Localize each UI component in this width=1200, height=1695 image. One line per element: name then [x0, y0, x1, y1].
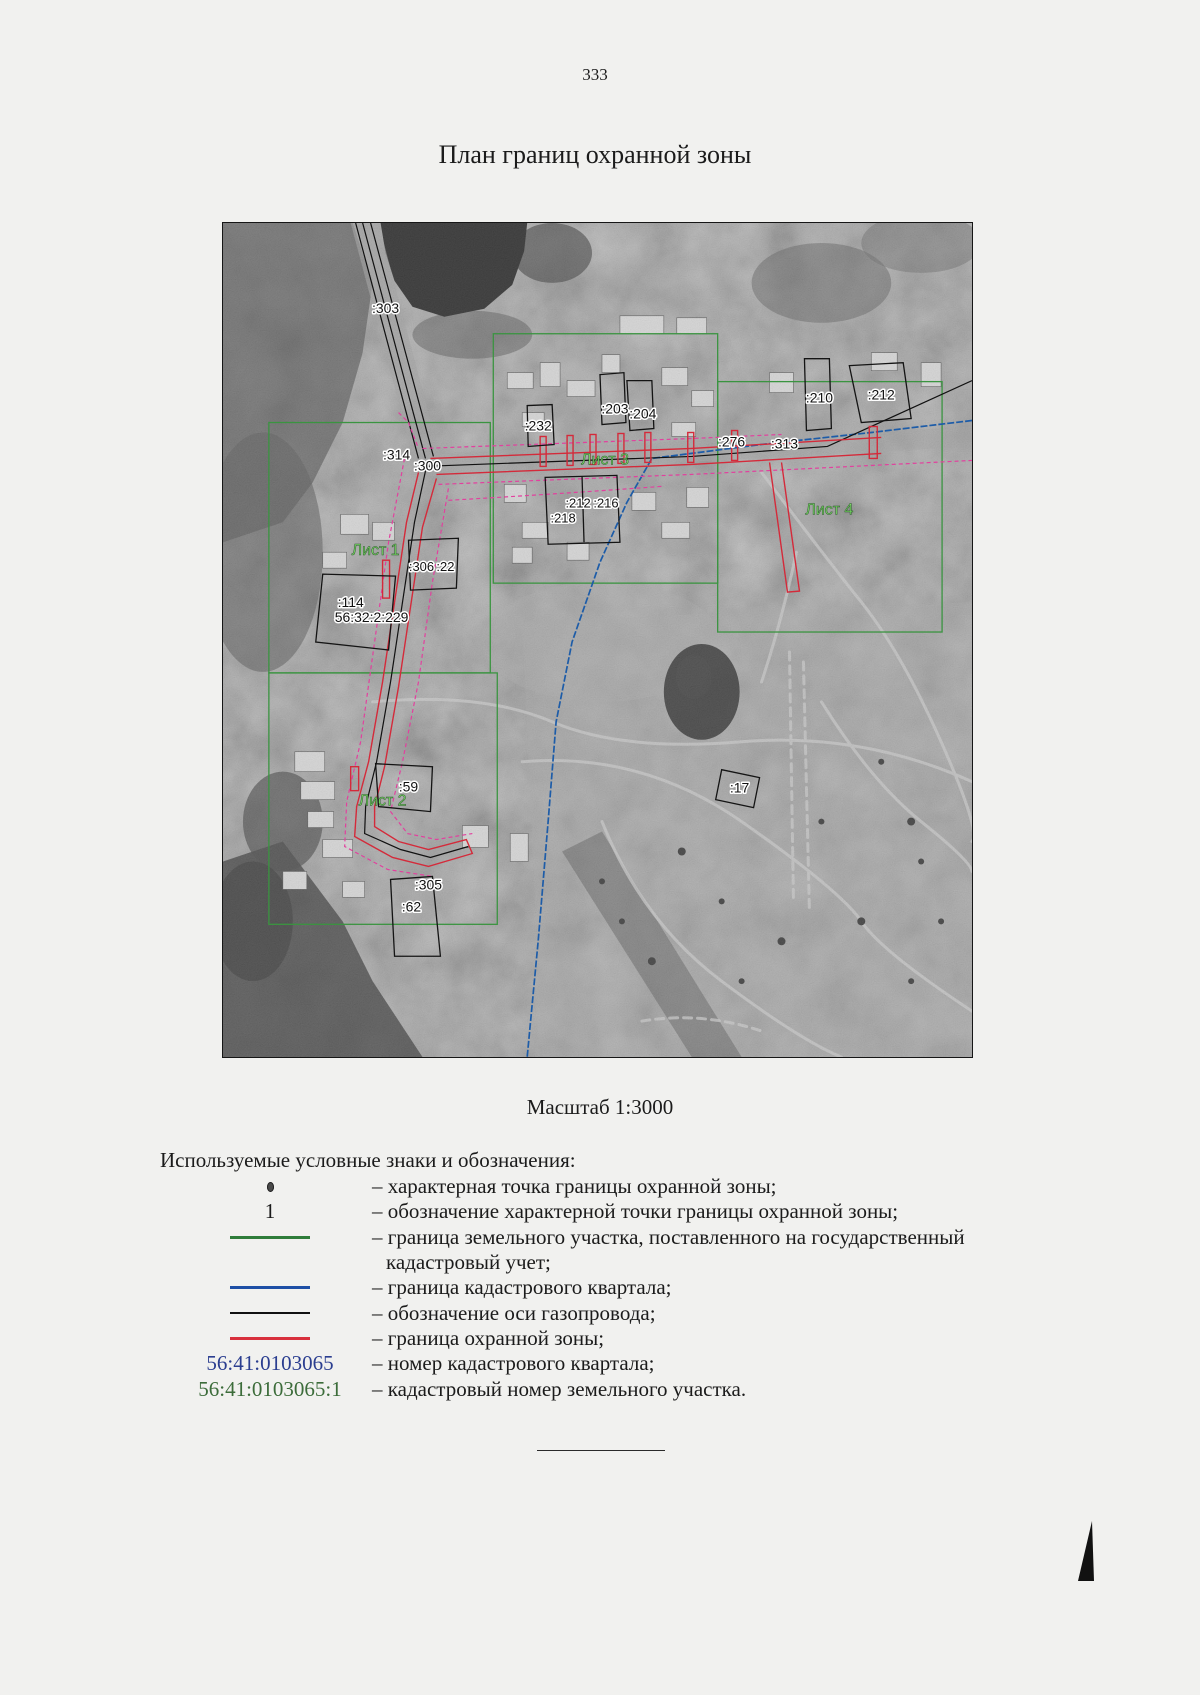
legend-description-continuation: кадастровый учет; [386, 1250, 551, 1275]
parcel-label: :210 [805, 389, 833, 406]
page-title: План границ охранной зоны [438, 140, 752, 169]
parcel-label: :212 [565, 495, 591, 511]
legend-description: – характерная точка границы охранной зоны; [372, 1174, 777, 1199]
legend-description: – граница земельного участка, поставленного на государственный [372, 1224, 965, 1249]
parcel-label: :204 [629, 405, 657, 422]
closing-rule [537, 1450, 665, 1451]
legend-heading: Используемые условные знаки и обозначения: [160, 1148, 576, 1172]
parcel-label: :212 [867, 386, 895, 403]
parcel-label: :313 [770, 435, 799, 452]
parcel-number-sample: 56:41:0103065:1 [198, 1376, 342, 1401]
legend-row [0, 1326, 1200, 1351]
page-number: 333 [582, 65, 608, 84]
legend-description: – кадастровый номер земельного участка. [372, 1376, 747, 1401]
legend-row [0, 1225, 1200, 1250]
legend-symbol [168, 1174, 372, 1199]
legend-row [0, 1174, 1200, 1199]
legend-description: – обозначение оси газопровода; [372, 1300, 656, 1325]
legend-symbol [168, 1301, 372, 1326]
legend-row [0, 1300, 1200, 1325]
sheet-label-2: Лист 2 [358, 792, 407, 810]
parcel-label: :203 [601, 400, 629, 417]
legend-description: – граница охранной зоны; [372, 1325, 605, 1350]
parcel-label: :303 [371, 299, 400, 316]
parcel-label: :305 [414, 876, 443, 893]
parcel-label: :114 [337, 594, 364, 611]
quarter-number-sample: 56:41:0103065 [206, 1351, 334, 1376]
protection-zone-swatch [230, 1337, 310, 1340]
scan-edge-mark [1068, 1515, 1100, 1587]
parcel-label: :62 [401, 898, 422, 915]
aerial-map-svg [223, 223, 972, 1057]
land-parcel-boundary-swatch [230, 1236, 310, 1239]
sheet-label-4: Лист 4 [805, 501, 854, 519]
boundary-point-dot-icon [267, 1182, 274, 1192]
scan-edge-mark-shape [1078, 1521, 1094, 1581]
parcel-label: :22 [436, 559, 455, 575]
legend-description: – граница кадастрового квартала; [372, 1275, 672, 1300]
legend-description: – обозначение характерной точки границы охранной зоны; [372, 1199, 899, 1224]
quarter-boundary-swatch [230, 1286, 310, 1289]
parcel-label: :59 [398, 778, 419, 795]
legend-row [0, 1376, 1200, 1401]
parcel-label: :276 [718, 433, 746, 450]
legend-symbol [168, 1275, 372, 1300]
legend-row [0, 1351, 1200, 1376]
legend-symbol [168, 1225, 372, 1250]
legend [0, 1174, 1200, 1402]
parcel-label: :17 [729, 779, 750, 796]
sheet-label-1: Лист 1 [351, 542, 400, 560]
parcel-label: :216 [593, 495, 619, 511]
photo-grain [223, 223, 972, 1057]
parcel-label: :218 [550, 510, 576, 526]
legend-row [0, 1275, 1200, 1300]
legend-symbol-empty [168, 1250, 372, 1275]
legend-symbol: 1 [264, 1199, 276, 1224]
legend-symbol [168, 1326, 372, 1351]
protection-zone-map [222, 222, 973, 1058]
parcel-label: 56:32:2:229 [334, 609, 409, 626]
aerial-photo-background [223, 223, 972, 1057]
parcel-label: :306 [408, 559, 435, 575]
pipeline-axis-swatch [230, 1312, 310, 1314]
legend-description: – номер кадастрового квартала; [372, 1351, 655, 1376]
parcel-label: :314 [382, 446, 411, 463]
legend-row [0, 1199, 1200, 1224]
parcel-label: :232 [524, 417, 552, 434]
sheet-label-3: Лист 3 [581, 451, 629, 469]
map-scale: Масштаб 1:3000 [526, 1095, 674, 1119]
parcel-label: :300 [413, 457, 442, 474]
legend-row [0, 1250, 1200, 1275]
